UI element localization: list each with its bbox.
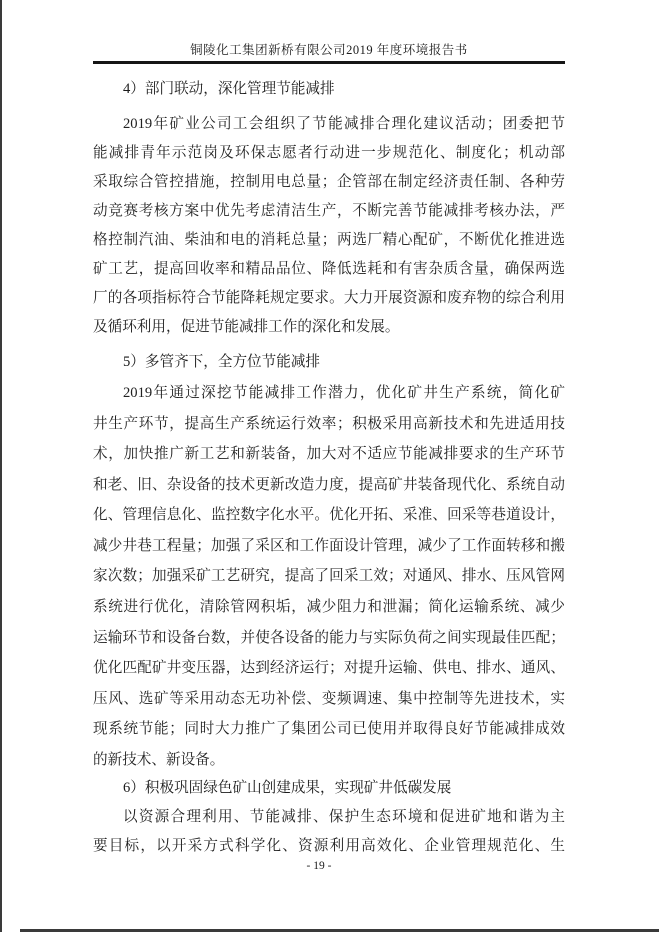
text-line: 动竞赛考核方案中优先考虑清洁生产，不断完善节能减排考核办法，严 [93,203,565,219]
text-line: 要目标，以开采方式科学化、资源利用高效化、企业管理规范化、生 [93,838,565,854]
text-line: 采取综合管控措施，控制用电总量；企管部在制定经济责任制、各种劳 [93,174,565,190]
text-line: 2019年通过深挖节能减排工作潜力，优化矿井生产系统，简化矿 [123,385,565,401]
text-line: 化、管理信息化、监控数字化水平。优化开拓、采准、回采等巷道设计， [93,507,565,524]
section-heading: 4）部门联动，深化管理节能减排 [123,81,335,97]
paragraph [93,378,565,776]
page-edge-left [0,0,2,932]
text-line: 井生产环节，提高生产系统运行效率；积极采用高新技术和先进适用技 [93,415,565,432]
text-line: 厂的各项指标符合节能降耗规定要求。大力开展资源和废弃物的综合利用 [93,290,565,306]
text-line: 的新技术、新设备。 [93,751,225,768]
text-line: 优化匹配矿井变压器，达到经济运行；对提升运输、供电、排水、通风、 [93,660,565,677]
text-line: 格控制汽油、柴油和电的消耗总量；两选厂精心配矿，不断优化推进选 [93,232,565,248]
text-line: 减少井巷工程量；加强了采区和工作面设计管理，减少了工作面转移和搬 [93,537,565,554]
document-content [93,0,565,932]
page-footer [93,860,545,872]
text-line: 以资源合理利用、节能减排、保护生态环境和促进矿地和谐为主 [123,809,565,825]
text-line: 矿工艺，提高回收率和精品品位、降低选耗和有害杂质含量，确保两选 [93,261,565,277]
text-line: 和老、旧、杂设备的技术更新改造力度，提高矿井装备现代化、系统自动 [93,476,565,493]
text-line: 压风、选矿等采用动态无功补偿、变频调速、集中控制等先进技术，实 [93,690,565,707]
text-line: 2019年矿业公司工会组织了节能减排合理化建议活动；团委把节 [123,116,565,132]
text-line: 术，加快推广新工艺和新装备，加大对不适应节能减排要求的生产环节 [93,446,565,463]
text-line: 现系统节能；同时大力推广了集团公司已使用并取得良好节能减排成效 [93,721,565,738]
paragraph [93,803,565,861]
text-line: 运输环节和设备台数，并使各设备的能力与实际负荷之间实现最佳匹配； [93,629,565,646]
header-title: 铜陵化工集团新桥有限公司2019 年度环境报告书 [190,43,468,57]
section-heading: 6）积极巩固绿色矿山创建成果，实现矿井低碳发展 [123,780,452,796]
text-line: 能减排青年示范岗及环保志愿者行动进一步规范化、制度化；机动部 [93,145,565,161]
text-line: 及循环利用，促进节能减排工作的深化和发展。 [93,319,400,335]
section-heading: 5）多管齐下，全方位节能减排 [123,354,321,370]
text-line: 家次数；加强采矿工艺研究，提高了回采工效；对通风、排水、压风管网 [93,568,565,585]
paragraph [93,110,565,342]
page-number: - 19 - [306,860,332,872]
text-line: 系统进行优化，清除管网积垢，减少阻力和泄漏；简化运输系统、减少 [93,599,565,616]
